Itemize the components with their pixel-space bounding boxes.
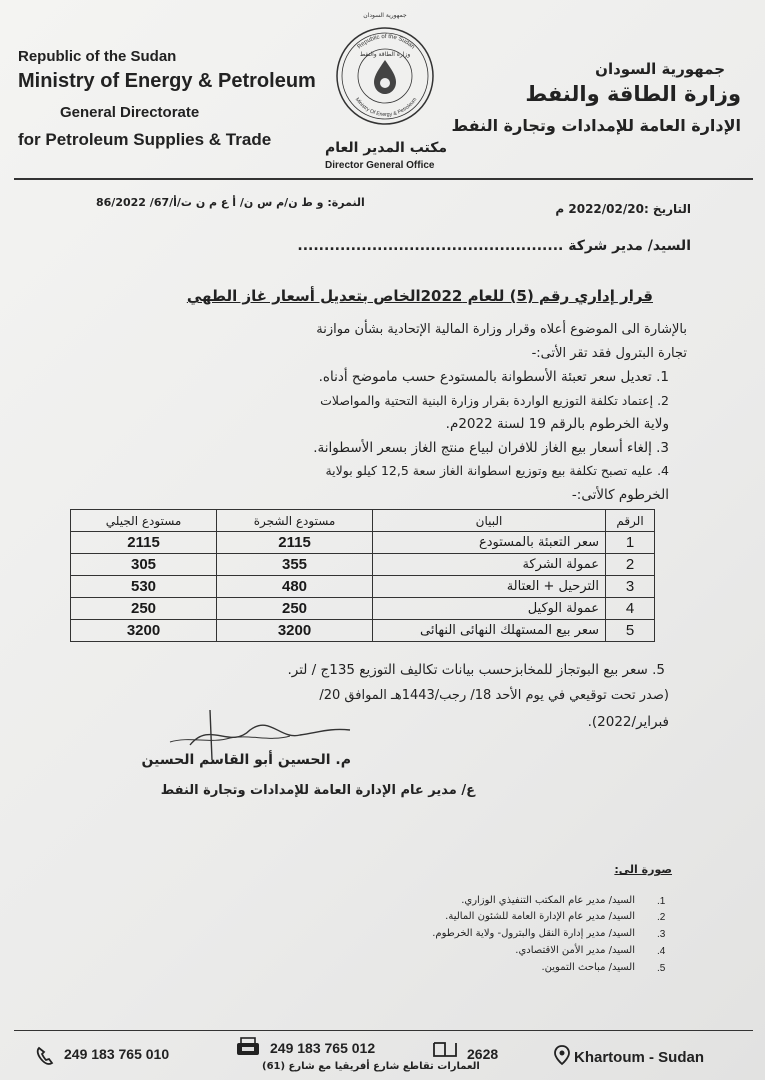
item-2-line-1: 2. إعتماد تكلفة التوزيع الواردة بقرار وزارة البنية التحتية والمواصلات xyxy=(320,393,669,408)
copy-number: .1 xyxy=(657,896,666,907)
row-shajara: 355 xyxy=(217,554,373,576)
ar-country: جمهورية السودان xyxy=(595,60,725,78)
intro-line-2: تجارة البترول فقد تقر الأتى:- xyxy=(531,346,687,361)
location-pin-icon xyxy=(553,1044,571,1066)
row-num: 3 xyxy=(606,576,655,598)
row-desc: سعر التعبئة بالمستودع xyxy=(373,532,606,554)
table-row xyxy=(71,620,655,642)
header-divider xyxy=(14,178,753,180)
footer-city: Khartoum - Sudan xyxy=(574,1049,704,1066)
row-jaili: 530 xyxy=(71,576,217,598)
intro-line-1: بالإشارة الى الموضوع أعلاه وقرار وزارة المالية الإتحادية بشأن موازنة xyxy=(316,322,687,337)
row-jaili: 3200 xyxy=(71,620,217,642)
ministry-seal xyxy=(326,10,444,138)
row-num: 4 xyxy=(606,598,655,620)
svg-text:Republic of the Sudan xyxy=(357,34,416,50)
price-table xyxy=(70,509,655,642)
office-ar: مكتب المدير العام xyxy=(325,140,448,156)
signatory-title: ع/ مدير عام الإدارة العامة للإمدادات وتجارة النفط xyxy=(160,783,475,798)
row-jaili: 305 xyxy=(71,554,217,576)
copy-recipient: السيد/ مدير عام المكتب التنفيذي الوزاري. xyxy=(461,895,635,906)
row-num: 2 xyxy=(606,554,655,576)
item-4-line-1: 4. عليه تصبح تكلفة بيع وتوزيع اسطوانة الغاز سعة 12,5 كيلو بولاية xyxy=(325,463,669,478)
row-desc: الترحيل + العتالة xyxy=(373,576,606,598)
footer-address: العمارات تقاطع شارع أفريقيا مع شارع (61) xyxy=(262,1061,480,1072)
row-shajara: 2115 xyxy=(217,532,373,554)
seal-english-top: Republic of the Sudan xyxy=(356,33,416,51)
item-1: 1. تعديل سعر تعبئة الأسطوانة بالمستودع حسب ماموضح أدناه. xyxy=(318,369,669,385)
letter-date: التاريخ :2022/02/20 م xyxy=(555,202,691,216)
copy-number: .2 xyxy=(657,912,666,923)
row-shajara: 3200 xyxy=(217,620,373,642)
col-header-shajara: مستودع الشجرة xyxy=(217,510,373,532)
copy-recipient: السيد/ مدير إدارة النقل والبترول- ولاية الخرطوم. xyxy=(432,928,635,939)
svg-text:Ministry Of Energy & Petroleum xyxy=(354,97,418,118)
copy-recipient: السيد/ مباحث التموين. xyxy=(541,962,635,973)
footer-pobox: 2628 xyxy=(467,1046,499,1062)
ar-ministry: وزارة الطاقة والنفط xyxy=(525,82,741,106)
row-num: 5 xyxy=(606,620,655,642)
row-jaili: 250 xyxy=(71,598,217,620)
row-shajara: 480 xyxy=(217,576,373,598)
row-desc: سعر بيع المستهلك النهائى النهائى xyxy=(373,620,606,642)
footer-fax: 249 183 765 012 xyxy=(270,1040,376,1056)
copies-heading: صورة الى: xyxy=(614,863,672,876)
copy-recipient: السيد/ مدير الأمن الاقتصادي. xyxy=(515,945,635,956)
office-en: Director General Office xyxy=(325,160,435,171)
table-row xyxy=(71,598,655,620)
col-header-jaili: مستودع الجيلي xyxy=(71,510,217,532)
item-2-line-2: ولاية الخرطوم بالرقم 19 لسنة 2022م. xyxy=(445,416,669,432)
row-desc: عمولة الشركة xyxy=(373,554,606,576)
issued-line-1: (صدر تحت توقيعي في يوم الأحد 18/ رجب/1443هـ الموافق 20/ xyxy=(319,688,669,703)
letter-reference: النمرة: و ط ن/م س ن/ أ ع م ن ت/أ/67/ 86/2022 xyxy=(96,196,365,209)
row-shajara: 250 xyxy=(217,598,373,620)
seal-arabic: وزارة الطاقة والنفط xyxy=(359,51,411,58)
addressee: السيد/ مدير شركة .................................................. xyxy=(297,238,691,254)
col-header-desc: البيان xyxy=(373,510,606,532)
table-header-row xyxy=(71,510,655,532)
row-jaili: 2115 xyxy=(71,532,217,554)
table-row xyxy=(71,532,655,554)
copy-number: .5 xyxy=(657,963,666,974)
table-row xyxy=(71,554,655,576)
item-3: 3. إلغاء أسعار بيع الغاز للافران لبياع منتج الغاز بسعر الأسطوانة. xyxy=(313,440,669,456)
copy-recipient: السيد/ مدير عام الإدارة العامة للشئون المالية. xyxy=(445,911,635,922)
letter-subject: قرار إداري رقم (5) للعام 2022الخاص بتعديل أسعار غاز الطهي xyxy=(186,287,653,305)
item-5: 5. سعر بيع البوتجاز للمخابزحسب بيانات تكاليف التوزيع 135ج / لتر. xyxy=(287,662,665,678)
col-header-num: الرقم xyxy=(606,510,655,532)
en-directorate-line1: General Directorate xyxy=(60,104,200,121)
pobox-icon xyxy=(432,1040,458,1058)
row-desc: عمولة الوكيل xyxy=(373,598,606,620)
row-num: 1 xyxy=(606,532,655,554)
seal-english-bottom: Ministry Of Energy & Petroleum xyxy=(353,96,419,119)
issued-line-2: فبراير/2022). xyxy=(587,714,669,730)
item-4-line-2: الخرطوم كالأتى:- xyxy=(571,487,669,503)
seal-emblem-icon xyxy=(326,10,444,138)
seal-top-text: جمهورية السودان xyxy=(363,12,407,19)
phone-icon xyxy=(34,1045,58,1067)
footer-divider xyxy=(14,1030,753,1031)
table-row xyxy=(71,576,655,598)
copy-number: .3 xyxy=(657,929,666,940)
en-directorate-line2: for Petroleum Supplies & Trade xyxy=(18,130,272,149)
en-country: Republic of the Sudan xyxy=(18,48,177,65)
signatory-name: م. الحسين أبو القاسم الحسين xyxy=(141,752,351,768)
en-ministry: Ministry of Energy & Petroleum xyxy=(18,70,316,92)
copy-number: .4 xyxy=(657,946,666,957)
fax-icon xyxy=(234,1036,262,1058)
ar-directorate: الإدارة العامة للإمدادات وتجارة النفط xyxy=(451,116,741,135)
footer-phone: 249 183 765 010 xyxy=(64,1046,170,1062)
